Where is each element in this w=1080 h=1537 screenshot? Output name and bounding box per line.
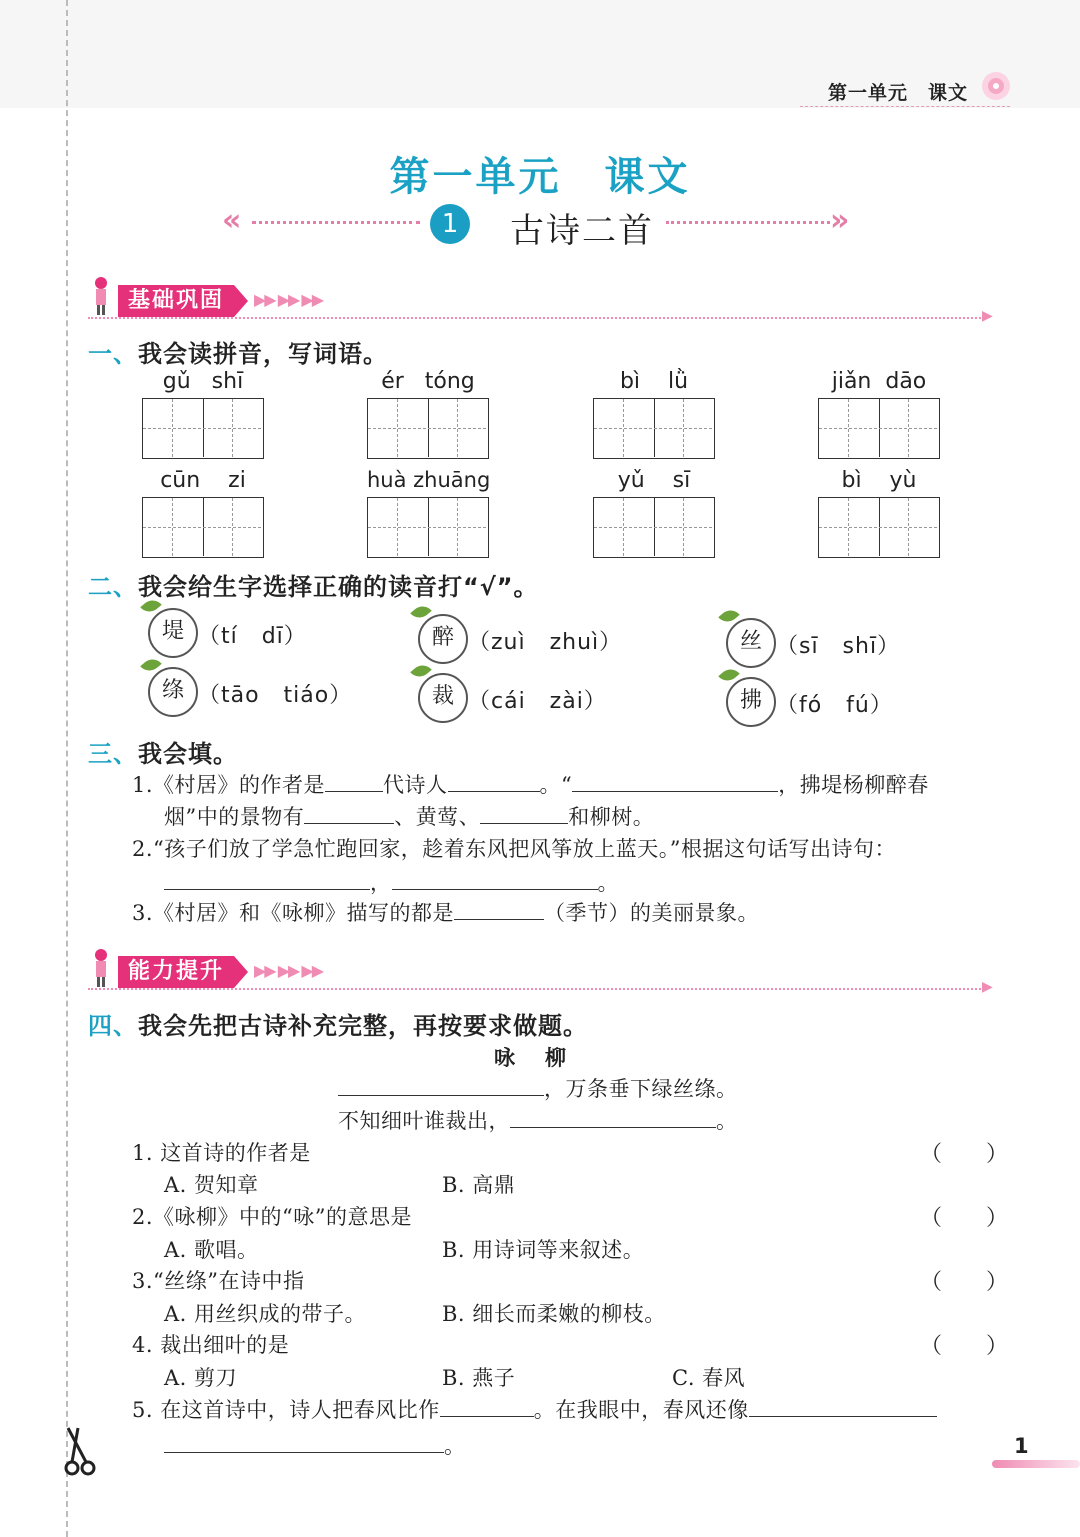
q4-title xyxy=(88,1006,588,1041)
answer-paren[interactable]: （ ） xyxy=(920,1270,1009,1295)
option-a[interactable]: A. 贺知章 xyxy=(164,1173,259,1197)
blank-field[interactable] xyxy=(448,773,540,792)
q3-text: 我会填。 xyxy=(138,740,238,768)
pinyin-options[interactable]: （tí dī） xyxy=(198,624,307,649)
blank-field[interactable] xyxy=(164,1434,444,1453)
blank-field[interactable] xyxy=(454,901,544,920)
q3-line-5: 3.《村居》和《咏柳》描写的都是 （季节）的美丽景象。 xyxy=(132,901,760,925)
option-a[interactable]: A. 歌唱。 xyxy=(164,1238,259,1262)
option-b[interactable]: B. 细长而柔嫩的柳枝。 xyxy=(442,1302,666,1326)
q3-line-3: 2.“孩子们放了学急忙跑回家，趁着东风把风筝放上蓝天。”根据这句话写出诗句： xyxy=(132,837,897,861)
blank-field[interactable] xyxy=(164,871,370,890)
poem-title: 咏柳 xyxy=(494,1046,596,1070)
pinyin-label: ér tóng xyxy=(381,369,475,394)
blank-field[interactable] xyxy=(749,1398,937,1417)
blank-field[interactable] xyxy=(338,1077,544,1096)
blank-field[interactable] xyxy=(480,805,568,824)
header-divider xyxy=(800,106,1010,107)
writing-grid[interactable] xyxy=(818,398,940,459)
pinyin-label: yǔ sī xyxy=(617,468,691,493)
blank-field[interactable] xyxy=(572,773,778,792)
writing-grid[interactable] xyxy=(593,398,715,459)
writing-grid[interactable] xyxy=(593,497,715,558)
divider-end-icon: ▶ xyxy=(982,308,993,324)
q2-text: 我会给生字选择正确的读音打“√”。 xyxy=(138,573,539,601)
flower-icon xyxy=(976,66,1016,106)
q4-text: 我会先把古诗补充完整，再按要求做题。 xyxy=(138,1012,588,1040)
unit-title: 第一单元 课文 xyxy=(389,154,691,200)
pinyin-label: bì lǜ xyxy=(619,369,689,394)
writing-grid[interactable] xyxy=(818,497,940,558)
answer-paren[interactable]: （ ） xyxy=(920,1206,1009,1231)
lesson-name: 古诗二首 xyxy=(510,211,654,251)
q1-number: 一、 xyxy=(88,340,138,368)
subq-1: 1. 这首诗的作者是 xyxy=(132,1141,311,1165)
blank-field[interactable] xyxy=(510,1109,716,1128)
banner-trail-icon: ▶▶ ▶▶ ▶▶ xyxy=(254,961,322,980)
char-circle: 醉 xyxy=(418,614,468,664)
cut-line xyxy=(66,0,68,1537)
blank-field[interactable] xyxy=(440,1398,534,1417)
divider-end-icon: ▶ xyxy=(982,979,993,995)
running-header: 第一单元 课文 xyxy=(827,82,968,104)
q2-title xyxy=(88,567,539,602)
blank-field[interactable] xyxy=(392,871,598,890)
writing-grid[interactable] xyxy=(142,398,264,459)
girl-mascot-icon xyxy=(90,948,112,988)
answer-paren[interactable]: （ ） xyxy=(920,1142,1009,1167)
poem-line-2: 不知细叶谁裁出， 。 xyxy=(338,1109,738,1133)
section-basic-banner: 基础巩固 xyxy=(118,285,234,317)
dotted-rule-left xyxy=(252,221,420,224)
pinyin-options[interactable]: （sī shī） xyxy=(776,634,901,659)
girl-mascot-icon xyxy=(90,276,112,316)
dotted-rule-right xyxy=(666,221,830,224)
q3-number: 三、 xyxy=(88,740,138,768)
section-divider xyxy=(88,988,988,990)
option-b[interactable]: B. 燕子 xyxy=(442,1366,516,1390)
q4-number: 四、 xyxy=(88,1012,138,1040)
chevron-right-icon: » xyxy=(830,203,850,238)
subq-3: 3.“丝绦”在诗中指 xyxy=(132,1269,305,1293)
q3-line-4: ， 。 xyxy=(164,867,619,897)
option-b[interactable]: B. 用诗词等来叙述。 xyxy=(442,1238,645,1262)
writing-grid[interactable] xyxy=(142,497,264,558)
char-circle: 绦 xyxy=(148,667,198,717)
subq-2: 2.《咏柳》中的“咏”的意思是 xyxy=(132,1205,413,1229)
pinyin-options[interactable]: （zuì zhuì） xyxy=(468,630,623,655)
subq-5: 5. 在这首诗中，诗人把春风比作 。在我眼中，春风还像 xyxy=(132,1394,937,1424)
writing-grid[interactable] xyxy=(367,398,489,459)
char-circle: 裁 xyxy=(418,673,468,723)
option-a[interactable]: A. 剪刀 xyxy=(164,1366,238,1390)
subq-5-line-2: 。 xyxy=(164,1430,466,1460)
section-ability-banner: 能力提升 xyxy=(118,956,234,988)
scissors-icon xyxy=(60,1426,100,1478)
q2-number: 二、 xyxy=(88,573,138,601)
option-b[interactable]: B. 高鼎 xyxy=(442,1173,516,1197)
banner-trail-icon: ▶▶ ▶▶ ▶▶ xyxy=(254,290,322,309)
char-circle: 丝 xyxy=(726,618,776,668)
char-circle: 拂 xyxy=(726,677,776,727)
subq-4: 4. 裁出细叶的是 xyxy=(132,1333,290,1357)
lesson-number: 1 xyxy=(430,204,470,244)
blank-field[interactable] xyxy=(325,773,383,792)
page-number-bar xyxy=(992,1460,1080,1468)
chevron-left-icon: « xyxy=(222,203,242,238)
pinyin-label: jiǎn dāo xyxy=(831,369,927,394)
pinyin-options[interactable]: （cái zài） xyxy=(468,689,607,714)
poem-line-1: ，万条垂下绿丝绦。 xyxy=(338,1073,738,1103)
pinyin-label: gǔ shī xyxy=(162,369,244,394)
pinyin-options[interactable]: （tāo tiáo） xyxy=(198,683,353,708)
lesson-title-row xyxy=(222,203,858,251)
pinyin-label: bì yù xyxy=(841,468,917,493)
q3-line-2: 烟”中的景物有 、黄莺、 和柳树。 xyxy=(164,805,655,829)
char-circle: 堤 xyxy=(148,608,198,658)
section-divider xyxy=(88,317,988,319)
writing-grid[interactable] xyxy=(367,497,489,558)
pinyin-options[interactable]: （fó fú） xyxy=(776,693,893,718)
answer-paren[interactable]: （ ） xyxy=(920,1334,1009,1359)
blank-field[interactable] xyxy=(304,805,394,824)
option-c[interactable]: C. 春风 xyxy=(672,1366,746,1390)
pinyin-label: huà zhuāng xyxy=(367,468,491,492)
banner-arrow xyxy=(234,956,248,988)
pinyin-label: cūn zi xyxy=(160,468,246,493)
option-a[interactable]: A. 用丝织成的带子。 xyxy=(164,1302,367,1326)
page-number: 1 xyxy=(1014,1434,1029,1458)
q1-title xyxy=(88,334,388,369)
q1-text: 我会读拼音，写词语。 xyxy=(138,340,388,368)
q3-title xyxy=(88,734,238,769)
banner-arrow xyxy=(234,285,248,317)
q3-line-1: 1.《村居》的作者是 代诗人 。“ ，拂堤杨柳醉春 xyxy=(132,773,929,797)
